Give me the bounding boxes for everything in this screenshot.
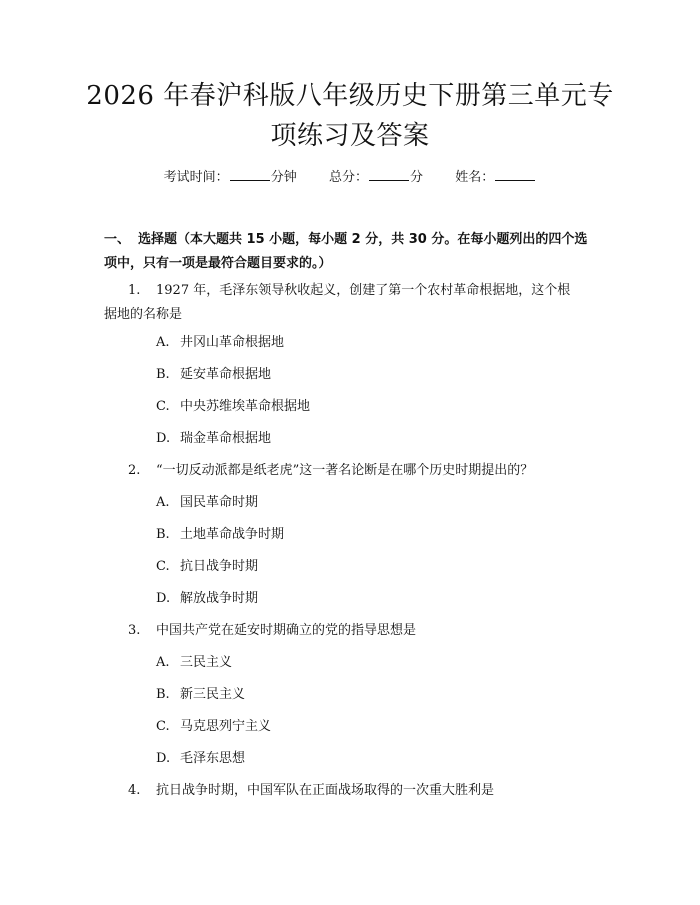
- time-field: [164, 168, 297, 187]
- question-2: [104, 459, 600, 483]
- question-text-1: “一切反动派都是纸老虎”这一著名论断是在哪个历史时期提出的？: [156, 463, 534, 478]
- score-field: [329, 168, 423, 187]
- time-label: 考试时间：: [163, 170, 229, 185]
- q1-option-c: C. 中央苏维埃革命根据地: [156, 399, 311, 414]
- q1-option-b: B. 延安革命根据地: [156, 367, 272, 382]
- question-text-1: 中国共产党在延安时期确立的党的指导思想是: [156, 623, 417, 638]
- q2-option-a: A. 国民革命时期: [156, 495, 259, 510]
- time-unit: 分钟: [270, 170, 297, 185]
- section-text-1: 选择题（本大题共 15 小题，每小题 2 分，共 30 分。在每小题列出的四个选: [138, 232, 588, 247]
- score-blank: [369, 168, 409, 181]
- name-blank: [495, 168, 535, 181]
- score-unit: 分: [410, 170, 424, 185]
- time-blank: [230, 168, 270, 181]
- q3-option-a: A. 三民主义: [156, 655, 233, 670]
- score-label: 总分：: [328, 170, 368, 185]
- page-title: [84, 76, 616, 156]
- question-text-1: 1927 年，毛泽东领导秋收起义，创建了第一个农村革命根据地，这个根: [156, 283, 571, 298]
- question-number: 2.: [128, 463, 141, 478]
- q1-option-a: A. 井冈山革命根据地: [156, 335, 285, 350]
- question-text-1: 抗日战争时期，中国军队在正面战场取得的一次重大胜利是: [156, 783, 495, 798]
- question-4: [104, 779, 600, 803]
- title-line-2: 项练习及答案: [270, 121, 430, 151]
- q1-option-d: D. 瑞金革命根据地: [156, 431, 272, 446]
- title-line-1: 2026 年春沪科版八年级历史下册第三单元专: [86, 81, 614, 111]
- q2-option-c: C. 抗日战争时期: [156, 559, 259, 574]
- exam-meta-line: [0, 168, 700, 187]
- q2-option-d: D. 解放战争时期: [156, 591, 259, 606]
- q3-option-c: C. 马克思列宁主义: [156, 719, 272, 734]
- question-number: 4.: [128, 783, 141, 798]
- question-1: [104, 279, 600, 327]
- question-number: 3.: [128, 623, 141, 638]
- section-heading: [104, 228, 600, 276]
- question-text-2: 据地的名称是: [104, 307, 183, 322]
- section-text-2: 项中，只有一项是最符合题目要求的。）: [104, 256, 332, 271]
- q3-option-b: B. 新三民主义: [156, 687, 246, 702]
- question-3: [104, 619, 600, 643]
- section-number: 一、: [104, 232, 131, 247]
- name-label: 姓名：: [455, 170, 495, 185]
- question-number: 1.: [128, 283, 141, 298]
- q3-option-d: D. 毛泽东思想: [156, 751, 246, 766]
- q2-option-b: B. 土地革命战争时期: [156, 527, 285, 542]
- name-field: [455, 168, 536, 187]
